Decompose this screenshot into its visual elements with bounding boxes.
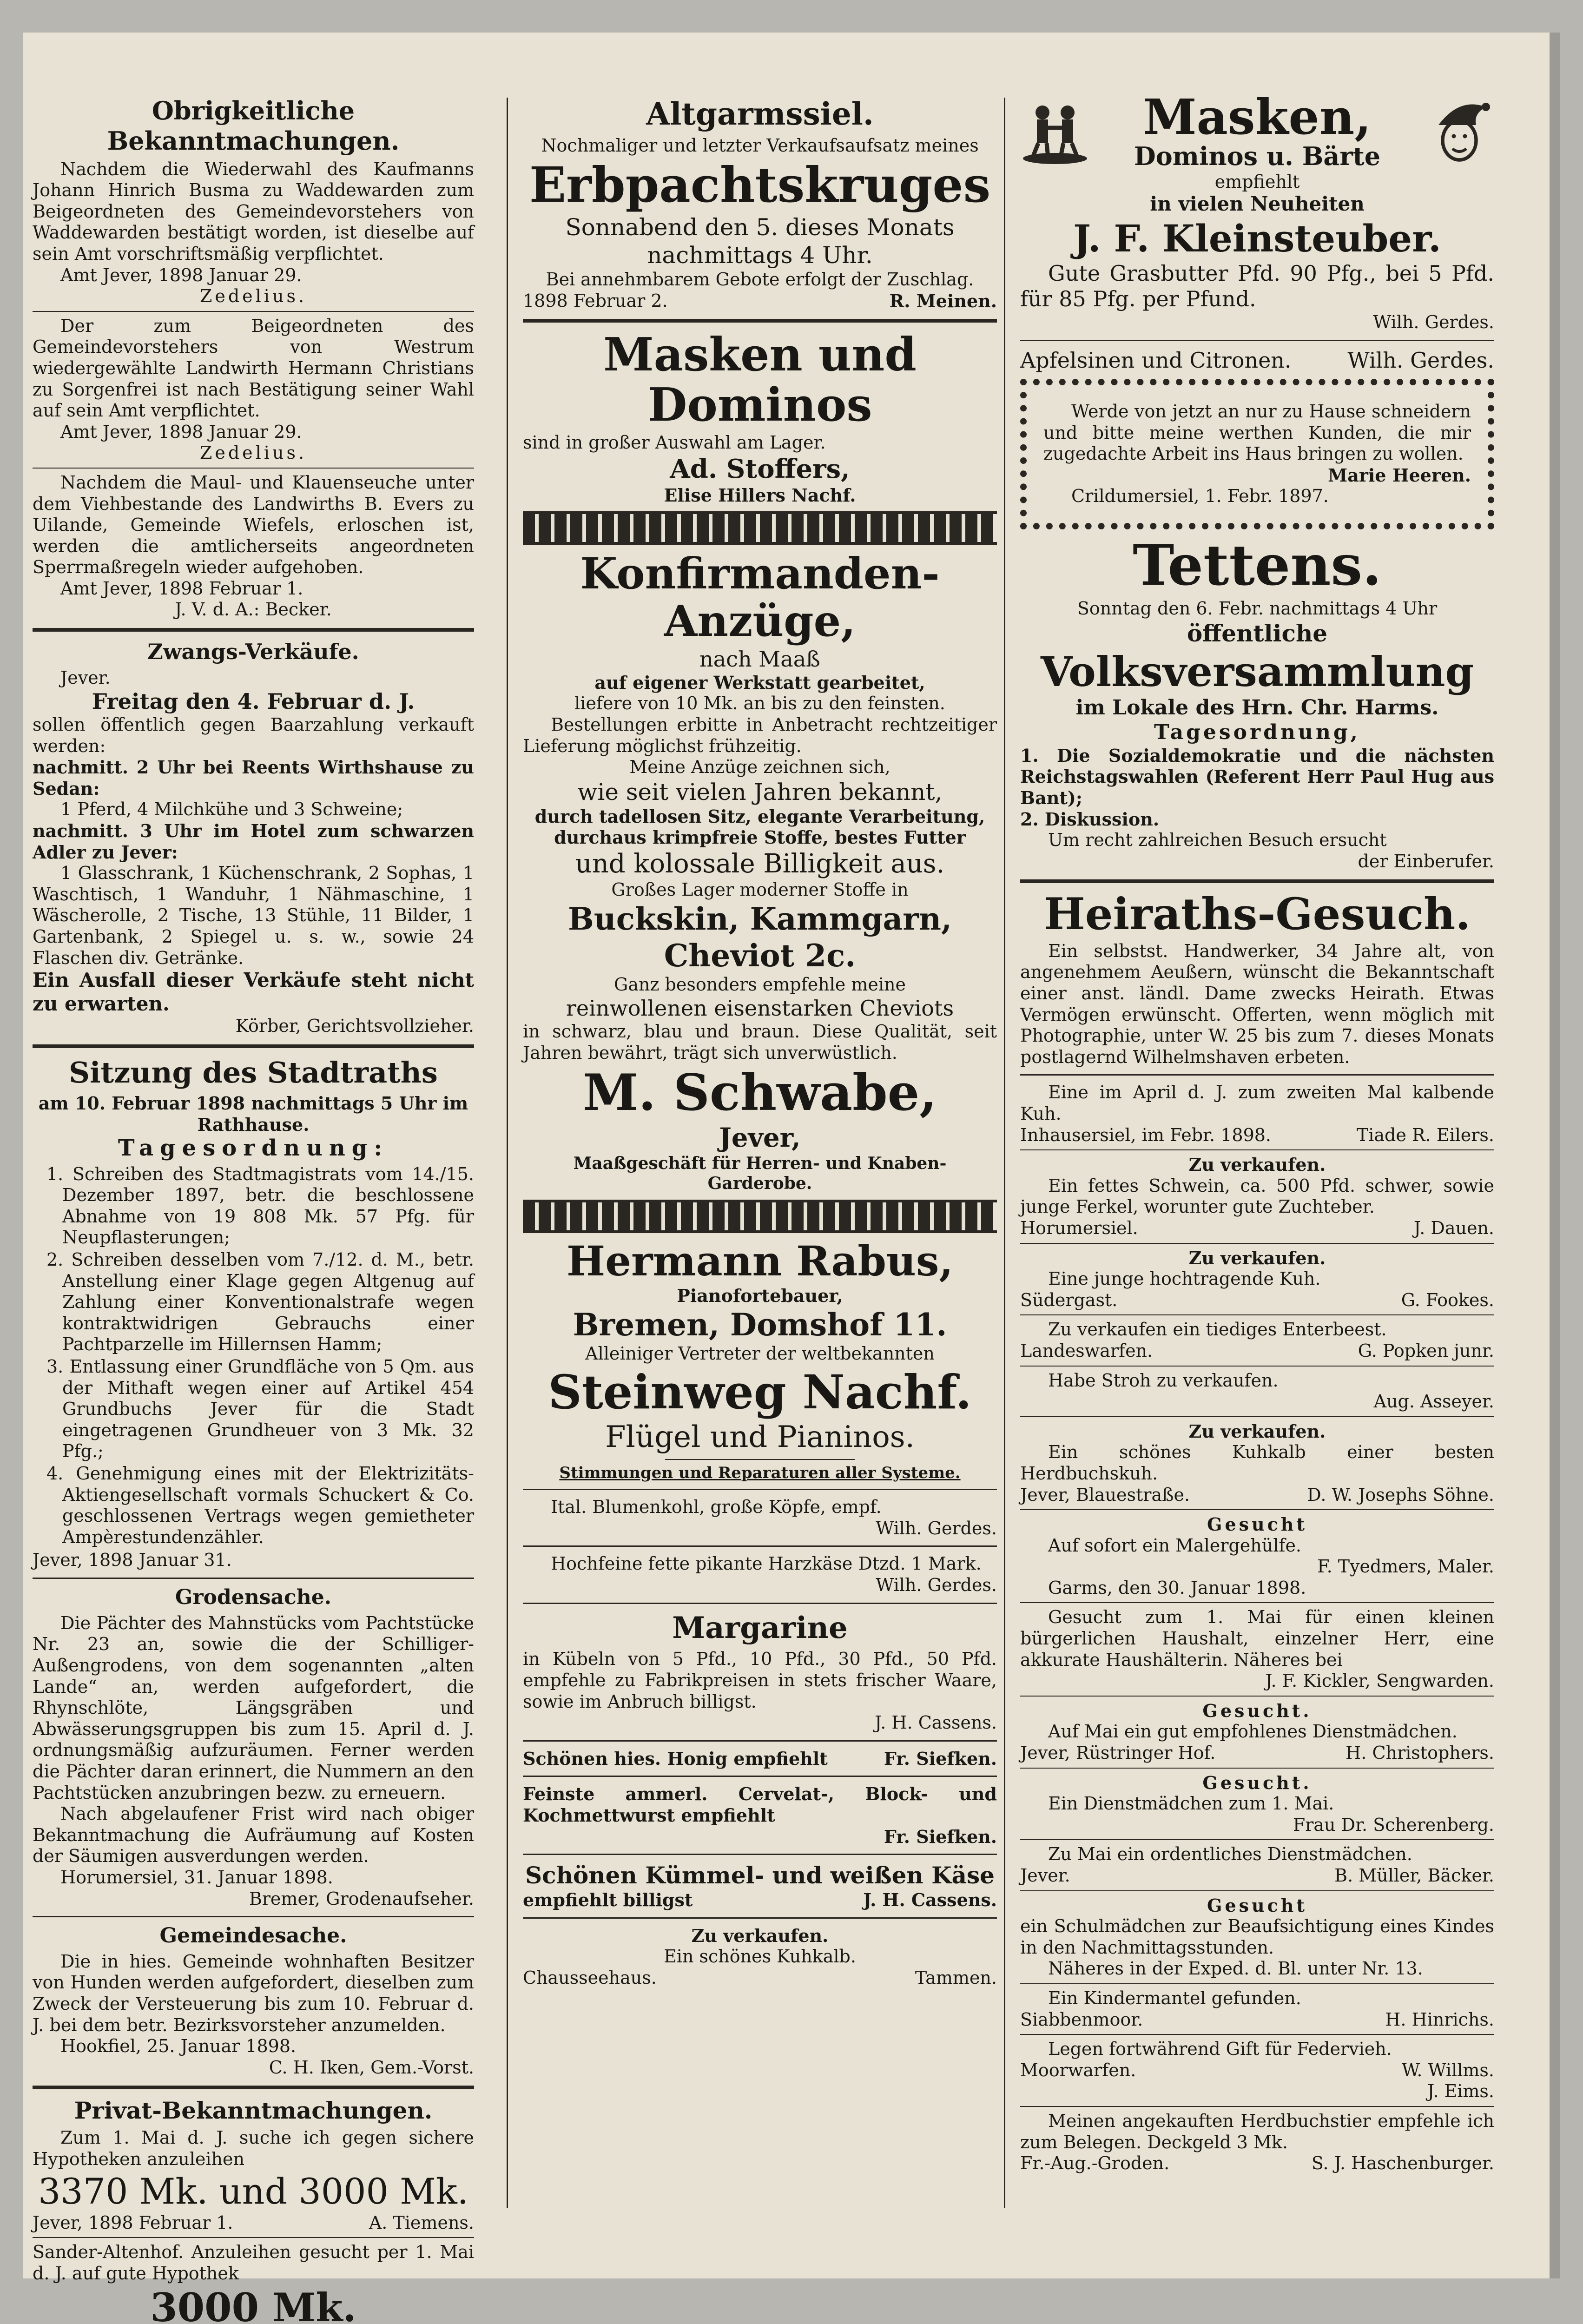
poison-signature: J. Eims.	[1427, 2081, 1494, 2102]
sale-text: 1 Glasschrank, 1 Küchenschrank, 2 Sophas, 1 Waschtisch, 1 Wanduhr, 1 Nähmaschine, 1 Wäscherolle, 2 Tische, 13 Stühle, 11 Bilder, 1 Gartenbank, 2 Spiegel u. s. w., sowie 24 Flaschen div. Getränke.	[33, 863, 474, 968]
maid-signature: Frau Dr. Scherenberg.	[1293, 1814, 1494, 1835]
margarine-text: in Kübeln von 5 Pfd., 10 Pfd., 30 Pfd., 50 Pfd. empfehle zu Fabrikpreisen in stets frischer Waare, sowie im Anbruch billigst.	[523, 1649, 997, 1712]
groden-place: Horumersiel, 31. Januar 1898.	[60, 1867, 333, 1888]
conf-text: Bestellungen erbitte in Anbetracht rechtzeitiger Lieferung möglichst frühzeitig.	[523, 714, 997, 756]
tailor-text: Werde von jetzt an nur zu Hause schneidern und bitte meine werthen Kunden, die mir zugedachte Arbeit ins Haus bringen zu wollen.	[1043, 401, 1471, 464]
conf-text: wie seit vielen Jahren bekannt,	[577, 778, 943, 805]
notice-place: Amt Jever, 1898 Januar 29.	[60, 264, 302, 285]
loan-amount: 3370 Mk. und 3000 Mk.	[38, 2170, 469, 2212]
alt-signature: R. Meinen.	[889, 290, 997, 311]
masks-text: in vielen Neuheiten	[1150, 192, 1365, 216]
conf-text: durch tadellosen Sitz, elegante Verarbeitung, durchaus krimpfreie Stoffe, bestes Futter	[534, 805, 985, 848]
column-1	[33, 93, 474, 2324]
sale-text: nachmitt. 3 Uhr im Hotel zum schwarzen Adler zu Jever:	[33, 820, 474, 863]
poison-text: Legen fortwährend Gift für Federvieh.	[1048, 2039, 1392, 2060]
heifer-place: Südergast.	[1020, 1289, 1118, 1310]
maid-signature: H. Christophers.	[1346, 1743, 1494, 1763]
conf-text: Großes Lager moderner Stoffe in	[611, 879, 909, 900]
community-text: Die in hies. Gemeinde wohnhaften Besitzer von Hunden werden aufgefordert, dieselben zum Zweck der Versteuerung bis zum 10. Februar d. J. bei dem betr. Bezirksvorsteher anzumelden.	[33, 1951, 474, 2035]
straw-text: Habe Stroh zu verkaufen.	[1048, 1370, 1279, 1391]
column-rule	[507, 98, 508, 2208]
gerdes-signature: Wilh. Gerdes.	[876, 1518, 997, 1538]
notice-text: Nachdem die Wiederwahl des Kaufmanns Johann Hinrich Busma zu Waddewarden zum Beigeordneten des Gemeindevorstehers von Waddewarden bestätigt worden, ist dieselbe auf sein Amt vorschriftsmäßig verpflichtet.	[33, 158, 474, 264]
schoolgirl-heading: Gesucht	[1207, 1895, 1307, 1916]
coat-signature: H. Hinrichs.	[1385, 2009, 1494, 2030]
schoolgirl-text: ein Schulmädchen zur Beaufsichtigung eines Kindes in den Nachmittagsstunden.	[1020, 1916, 1494, 1958]
loan-text: Sander-Altenhof. Anzuleihen gesucht per 1. Mai d. J. auf gute Hypothek	[33, 2242, 474, 2284]
tettens-signature: der Einberufer.	[1358, 851, 1494, 872]
maid-place: Jever, Rüstringer Hof.	[1020, 1743, 1216, 1763]
duck-text: Zu verkaufen ein tiediges Enterbeest.	[1048, 1319, 1387, 1340]
agenda-item: 2. Diskussion.	[1020, 808, 1160, 830]
groden-heading: Grodensache.	[175, 1585, 332, 1609]
agenda-item: 1. Schreiben des Stadtmagistrats vom 14./15. Dezember 1897, betr. die beschlossene Abnahme von 19 808 Mk. 57 Pfg. für Neupflasterungen;	[46, 1163, 474, 1248]
loan-place: Jever, 1898 Februar 1.	[33, 2212, 233, 2233]
sale-text: sollen öffentlich gegen Baarzahlung verkauft werden:	[33, 714, 474, 756]
sausage-text: Feinste ammerl. Cervelat-, Block- und Kochmettwurst empfiehlt	[523, 1783, 997, 1826]
council-heading: Sitzung des Stadtraths	[69, 1055, 438, 1089]
alt-text: Sonnabend den 5. dieses Monats	[565, 214, 955, 241]
alt-date: 1898 Februar 2.	[523, 290, 668, 311]
loan-amount: 3000 Mk.	[150, 2284, 356, 2324]
maid-heading: Gesucht.	[1202, 1772, 1312, 1793]
duck-signature: G. Popken junr.	[1358, 1340, 1494, 1361]
butter-text: Gute Grasbutter Pfd. 90 Pfg., bei 5 Pfd. für 85 Pfg. per Pfund.	[1020, 260, 1494, 311]
conf-text: Buckskin, Kammgarn,	[567, 900, 952, 937]
masks-title: Masken,	[1143, 88, 1372, 145]
notice-signature: J. V. d. A.: Becker.	[175, 599, 332, 620]
calf-signature: Tammen.	[915, 1967, 997, 1988]
carnival-figures-icon	[1020, 97, 1090, 167]
steinweg-title: Steinweg Nachf.	[548, 1364, 972, 1419]
ornament-border	[523, 1200, 997, 1233]
tailor-place: Crildumersiel, 1. Febr. 1897.	[1071, 486, 1329, 507]
painter-signature: F. Tyedmers, Maler.	[1317, 1556, 1494, 1577]
jester-head-icon	[1425, 97, 1494, 167]
schwabe-city: Jever,	[719, 1122, 801, 1153]
tailor-name: Marie Heeren.	[1328, 464, 1471, 486]
sausage-signature: Fr. Siefken.	[884, 1826, 997, 1847]
conf-text: und kolossale Billigkeit aus.	[575, 849, 945, 879]
maid-place: Jever.	[1020, 1865, 1070, 1886]
conf-text: Cheviot 2c.	[664, 938, 856, 974]
newspaper-page	[23, 33, 1560, 2324]
sale-signature: Körber, Gerichtsvollzieher.	[235, 1015, 474, 1036]
schwabe-name: M. Schwabe,	[583, 1063, 937, 1122]
ornament-border	[523, 511, 997, 545]
community-heading: Gemeindesache.	[159, 1924, 347, 1948]
alt-text: nachmittags 4 Uhr.	[647, 242, 873, 269]
conf-text: auf eigener Werkstatt gearbeitet,	[594, 672, 925, 693]
heifer-text: Eine junge hochtragende Kuh.	[1048, 1268, 1321, 1289]
alt-text: Bei annehmbarem Gebote erfolgt der Zuschlag.	[546, 269, 974, 290]
maid-heading: Gesucht.	[1202, 1700, 1312, 1721]
painter-text: Auf sofort ein Malergehülfe.	[1048, 1535, 1302, 1556]
butter-signature: Wilh. Gerdes.	[1373, 312, 1494, 333]
coat-text: Ein Kindermantel gefunden.	[1048, 1987, 1301, 2008]
altgarmssiel-heading: Altgarmssiel.	[646, 96, 874, 132]
margarine-signature: J. H. Cassens.	[874, 1712, 997, 1733]
calf-place: Chausseehaus.	[523, 1967, 657, 1988]
column-3	[1020, 88, 1494, 2174]
sale-place: Jever.	[60, 667, 111, 688]
masks-ad	[1020, 88, 1494, 172]
notice-place: Amt Jever, 1898 Februar 1.	[60, 578, 303, 599]
gerdes-text: Hochfeine fette pikante Harzkäse Dtzd. 1 Mark.	[551, 1553, 982, 1574]
tailor-ad-frame	[1020, 379, 1494, 529]
council-place: Jever, 1898 Januar 31.	[33, 1550, 232, 1571]
masks-name: Ad. Stoffers,	[670, 453, 850, 484]
conf-text: nach Maaß	[699, 646, 820, 672]
agenda-item: 2. Schreiben desselben vom 7./12. d. M., betr. Anstellung einer Klage gegen Altgenug auf Zahlung einer Konventionalstrafe wegen kontraktwidrigen Gebrauchs einer Pachtparzelle im Hillernsen Hamm;	[46, 1249, 474, 1355]
page-edge	[1550, 33, 1560, 2278]
masks-sub: Elise Hillers Nachf.	[664, 484, 856, 506]
masks-text: sind in großer Auswahl am Lager.	[523, 432, 826, 453]
coat-place: Siabbenmoor.	[1020, 2009, 1143, 2030]
pig-text: Ein fettes Schwein, ca. 500 Pfd. schwer, sowie junge Ferkel, worunter gute Zuchteber.	[1020, 1175, 1494, 1217]
tettens-text: öffentliche	[1187, 619, 1328, 647]
masks-title: Masken und Dominos	[603, 328, 917, 432]
heifer-signature: G. Fookes.	[1401, 1289, 1494, 1310]
rabus-city: Bremen, Domshof 11.	[573, 1306, 947, 1343]
conf-text: Ganz besonders empfehle meine	[613, 974, 906, 995]
conf-text: reinwollenen eisenstarken Cheviots	[566, 995, 954, 1021]
cheese-text: Schönen Kümmel- und weißen Käse	[525, 1862, 995, 1889]
sale-text: 1 Pferd, 4 Milchkühe und 3 Schweine;	[60, 799, 403, 820]
masks-sub: Dominos u. Bärte	[1134, 141, 1381, 171]
margarine-heading: Margarine	[672, 1610, 848, 1645]
assembly-title: Volksversammlung	[1040, 647, 1474, 696]
loan-signature: A. Tiemens.	[369, 2212, 474, 2233]
sale-text: nachmitt. 2 Uhr bei Reents Wirthshause zu Sedan:	[33, 757, 474, 799]
calf-heading: Zu verkaufen.	[691, 1925, 829, 1946]
poison-signature: W. Willms.	[1401, 2060, 1494, 2080]
groden-text: Nach abgelaufener Frist wird nach obiger Bekanntmachung die Aufräumung auf Kosten der Säumigen ausverdungen werden.	[33, 1803, 474, 1867]
private-notices-heading: Privat-Bekanntmachungen.	[74, 2097, 433, 2125]
tettens-text: Um recht zahlreichen Besuch ersucht	[1048, 830, 1387, 851]
community-signature: C. H. Iken, Gem.-Vorst.	[269, 2057, 474, 2078]
duck-place: Landeswarfen.	[1020, 1340, 1153, 1361]
agenda-item: 4. Genehmigung eines mit der Elektrizitäts-Aktiengesellschaft vormals Schuckert & Co. geschlossenen Vertrags wegen gemietheter Ampèrestundenzähler.	[46, 1463, 474, 1547]
conf-text: Meine Anzüge zeichnen sich,	[629, 757, 890, 778]
notice-signature: Zedelius.	[199, 286, 307, 307]
notice-place: Amt Jever, 1898 Januar 29.	[60, 421, 302, 442]
cheese-text: empfiehlt billigst	[523, 1889, 693, 1911]
cow-place: Inhausersiel, im Febr. 1898.	[1020, 1124, 1271, 1145]
schoolgirl-text: Näheres in der Exped. d. Bl. unter Nr. 13.	[1048, 1958, 1423, 1979]
schwabe-sub: Maaßgeschäft für Herren- und Knaben-Garderobe.	[573, 1154, 947, 1194]
pig-signature: J. Dauen.	[1413, 1217, 1494, 1238]
gerdes-text: Ital. Blumenkohl, große Köpfe, empf.	[551, 1497, 882, 1518]
conf-text: in schwarz, blau und braun. Diese Qualität, seit Jahren bewährt, trägt sich unverwüstlich.	[523, 1021, 997, 1063]
tettens-text: im Lokale des Hrn. Chr. Harms.	[1075, 696, 1439, 720]
notice-text: Nachdem die Maul- und Klauenseuche unter dem Viehbestande des Landwirths B. Evers zu Uilande, Gemeinde Wiefels, erloschen ist, werden die amtlicherseits angeordneten Sperrmaßregeln wieder aufgehoben.	[33, 472, 474, 578]
calf-signature: D. W. Josephs Söhne.	[1307, 1484, 1494, 1505]
cheese-signature: J. H. Cassens.	[863, 1889, 997, 1911]
maid-text: Zu Mai ein ordentliches Dienstmädchen.	[1048, 1844, 1412, 1865]
tettens-title: Tettens.	[1133, 532, 1382, 598]
agenda-heading: Tagesordnung,	[1154, 720, 1360, 745]
rabus-name: Hermann Rabus,	[566, 1236, 954, 1285]
tettens-text: Sonntag den 6. Febr. nachmittags 4 Uhr	[1077, 598, 1438, 619]
kleinsteuber-name: J. F. Kleinsteuber.	[1073, 216, 1441, 260]
agenda-item: 1. Die Sozialdemokratie und die nächsten Reichstagswahlen (Referent Herr Paul Hug aus Bant);	[1020, 745, 1494, 809]
straw-signature: Aug. Asseyer.	[1373, 1391, 1494, 1412]
confirmation-title: Konfirmanden-Anzüge,	[580, 548, 940, 646]
painter-place: Garms, den 30. Januar 1898.	[1048, 1577, 1306, 1598]
calf-text: Ein schönes Kuhkalb.	[664, 1946, 856, 1967]
agenda-list	[46, 1164, 474, 1548]
council-sub: am 10. Februar 1898 nachmittags 5 Uhr im Rathhause.	[38, 1092, 468, 1135]
cow-signature: Tiade R. Eilers.	[1356, 1124, 1494, 1145]
bull-text: Meinen angekauften Herdbuchstier empfehle ich zum Belegen. Deckgeld 3 Mk.	[1020, 2110, 1494, 2152]
calf-place: Jever, Blauestraße.	[1020, 1484, 1190, 1505]
community-place: Hookfiel, 25. Januar 1898.	[60, 2036, 297, 2057]
agenda-item: 3. Entlassung einer Grundfläche von 5 Qm. aus der Mithaft wegen einer auf Artikel 454 Grundbuchs Jever für die Stadt eingetragenen Grundheuer von 3 Mk. 32 Pfg.;	[46, 1356, 474, 1462]
notice-text: Der zum Beigeordneten des Gemeindevorstehers von Westrum wiedergewählte Landwirth Hermann Christians zu Sorgenfrei ist nach Bestätigung seiner Wahl auf sein Amt verpflichtet.	[33, 315, 474, 421]
loan-text: Zum 1. Mai d. J. suche ich gegen sichere Hypotheken anzuleihen	[33, 2127, 474, 2170]
rabus-text: Stimmungen und Reparaturen aller Systeme.	[559, 1463, 961, 1482]
honey-text: Schönen hies. Honig empfiehlt	[523, 1748, 828, 1769]
groden-text: Die Pächter des Mahnstücks vom Pachtstücke Nr. 23 an, sowie die der Schilliger-Außengrodens, von dem sogenannten „alten Lande“ an, werden aufgefordert, die Rhynschlöte, Längsgräben und Abwässerungsgruppen bis zum 15. April d. J. ordnungsmäßig aufzuräumen. Ferner werden die Pächter daran erinnert, die Nummern an den Pachtstücken anzubringen bezw. zu erneuern.	[33, 1612, 474, 1803]
citrus-text: Apfelsinen und Citronen.	[1020, 347, 1292, 373]
column-rule	[1004, 98, 1005, 2208]
official-notices-heading: Obrigkeitliche Bekanntmachungen.	[107, 96, 400, 156]
painter-heading: Gesucht	[1207, 1514, 1307, 1535]
notice-signature: Zedelius.	[199, 442, 307, 463]
alt-text: Nochmaliger und letzter Verkaufsaufsatz meines	[541, 135, 979, 156]
sale-text: Ein Ausfall dieser Verkäufe steht nicht zu erwarten.	[33, 969, 474, 1015]
masks-text: empfiehlt	[1214, 171, 1300, 192]
pig-place: Horumersiel.	[1020, 1217, 1138, 1238]
marriage-title: Heiraths-Gesuch.	[1043, 889, 1471, 940]
forced-sales-heading: Zwangs-Verkäufe.	[147, 639, 359, 665]
heifer-heading: Zu verkaufen.	[1188, 1247, 1326, 1268]
maid-text: Ein Dienstmädchen zum 1. Mai.	[1048, 1793, 1334, 1814]
rabus-job: Pianofortebauer,	[677, 1285, 843, 1307]
gerdes-signature: Wilh. Gerdes.	[876, 1575, 997, 1596]
conf-text: liefere von 10 Mk. an bis zu den feinsten.	[574, 693, 945, 714]
maid-signature: B. Müller, Bäcker.	[1334, 1865, 1494, 1886]
rabus-text: Flügel und Pianinos.	[605, 1419, 915, 1454]
honey-signature: Fr. Siefken.	[884, 1748, 997, 1769]
bull-place: Fr.-Aug.-Groden.	[1020, 2153, 1170, 2174]
groden-signature: Bremer, Grodenaufseher.	[249, 1888, 474, 1909]
housekeeper-text: Gesucht zum 1. Mai für einen kleinen bürgerlichen Haushalt, einzelner Herr, eine akkurate Haushälterin. Näheres bei	[1020, 1607, 1494, 1670]
poison-place: Moorwarfen.	[1020, 2060, 1136, 2080]
maid-text: Auf Mai ein gut empfohlenes Dienstmädchen.	[1048, 1721, 1458, 1742]
calf-text: Ein schönes Kuhkalb einer besten Herdbuchskuh.	[1020, 1442, 1494, 1484]
marriage-text: Ein selbstst. Handwerker, 34 Jahre alt, von angenehmem Aeußern, wünscht die Bekanntschaft einer anst. ländl. Dame zwecks Heirath. Etwas Vermögen erwünscht. Offerten, wenn möglich mit Photographie, unter W. 25 bis zum 7. dieses Monats postlagernd Wilhelmshaven erbeten.	[1020, 940, 1494, 1067]
cow-text: Eine im April d. J. zum zweiten Mal kalbende Kuh.	[1020, 1082, 1494, 1124]
citrus-signature: Wilh. Gerdes.	[1347, 347, 1494, 373]
calf-heading: Zu verkaufen.	[1188, 1420, 1326, 1442]
rabus-text: Alleiniger Vertreter der weltbekannten	[585, 1343, 935, 1364]
agenda-heading: Tagesordnung:	[118, 1135, 389, 1162]
housekeeper-signature: J. F. Kickler, Sengwarden.	[1265, 1670, 1494, 1691]
bull-signature: S. J. Haschenburger.	[1311, 2153, 1494, 2174]
pig-heading: Zu verkaufen.	[1188, 1154, 1326, 1175]
alt-title: Erbpachtskruges	[529, 156, 991, 213]
sale-date: Freitag den 4. Februar d. J.	[92, 688, 415, 714]
column-2	[523, 93, 997, 1989]
